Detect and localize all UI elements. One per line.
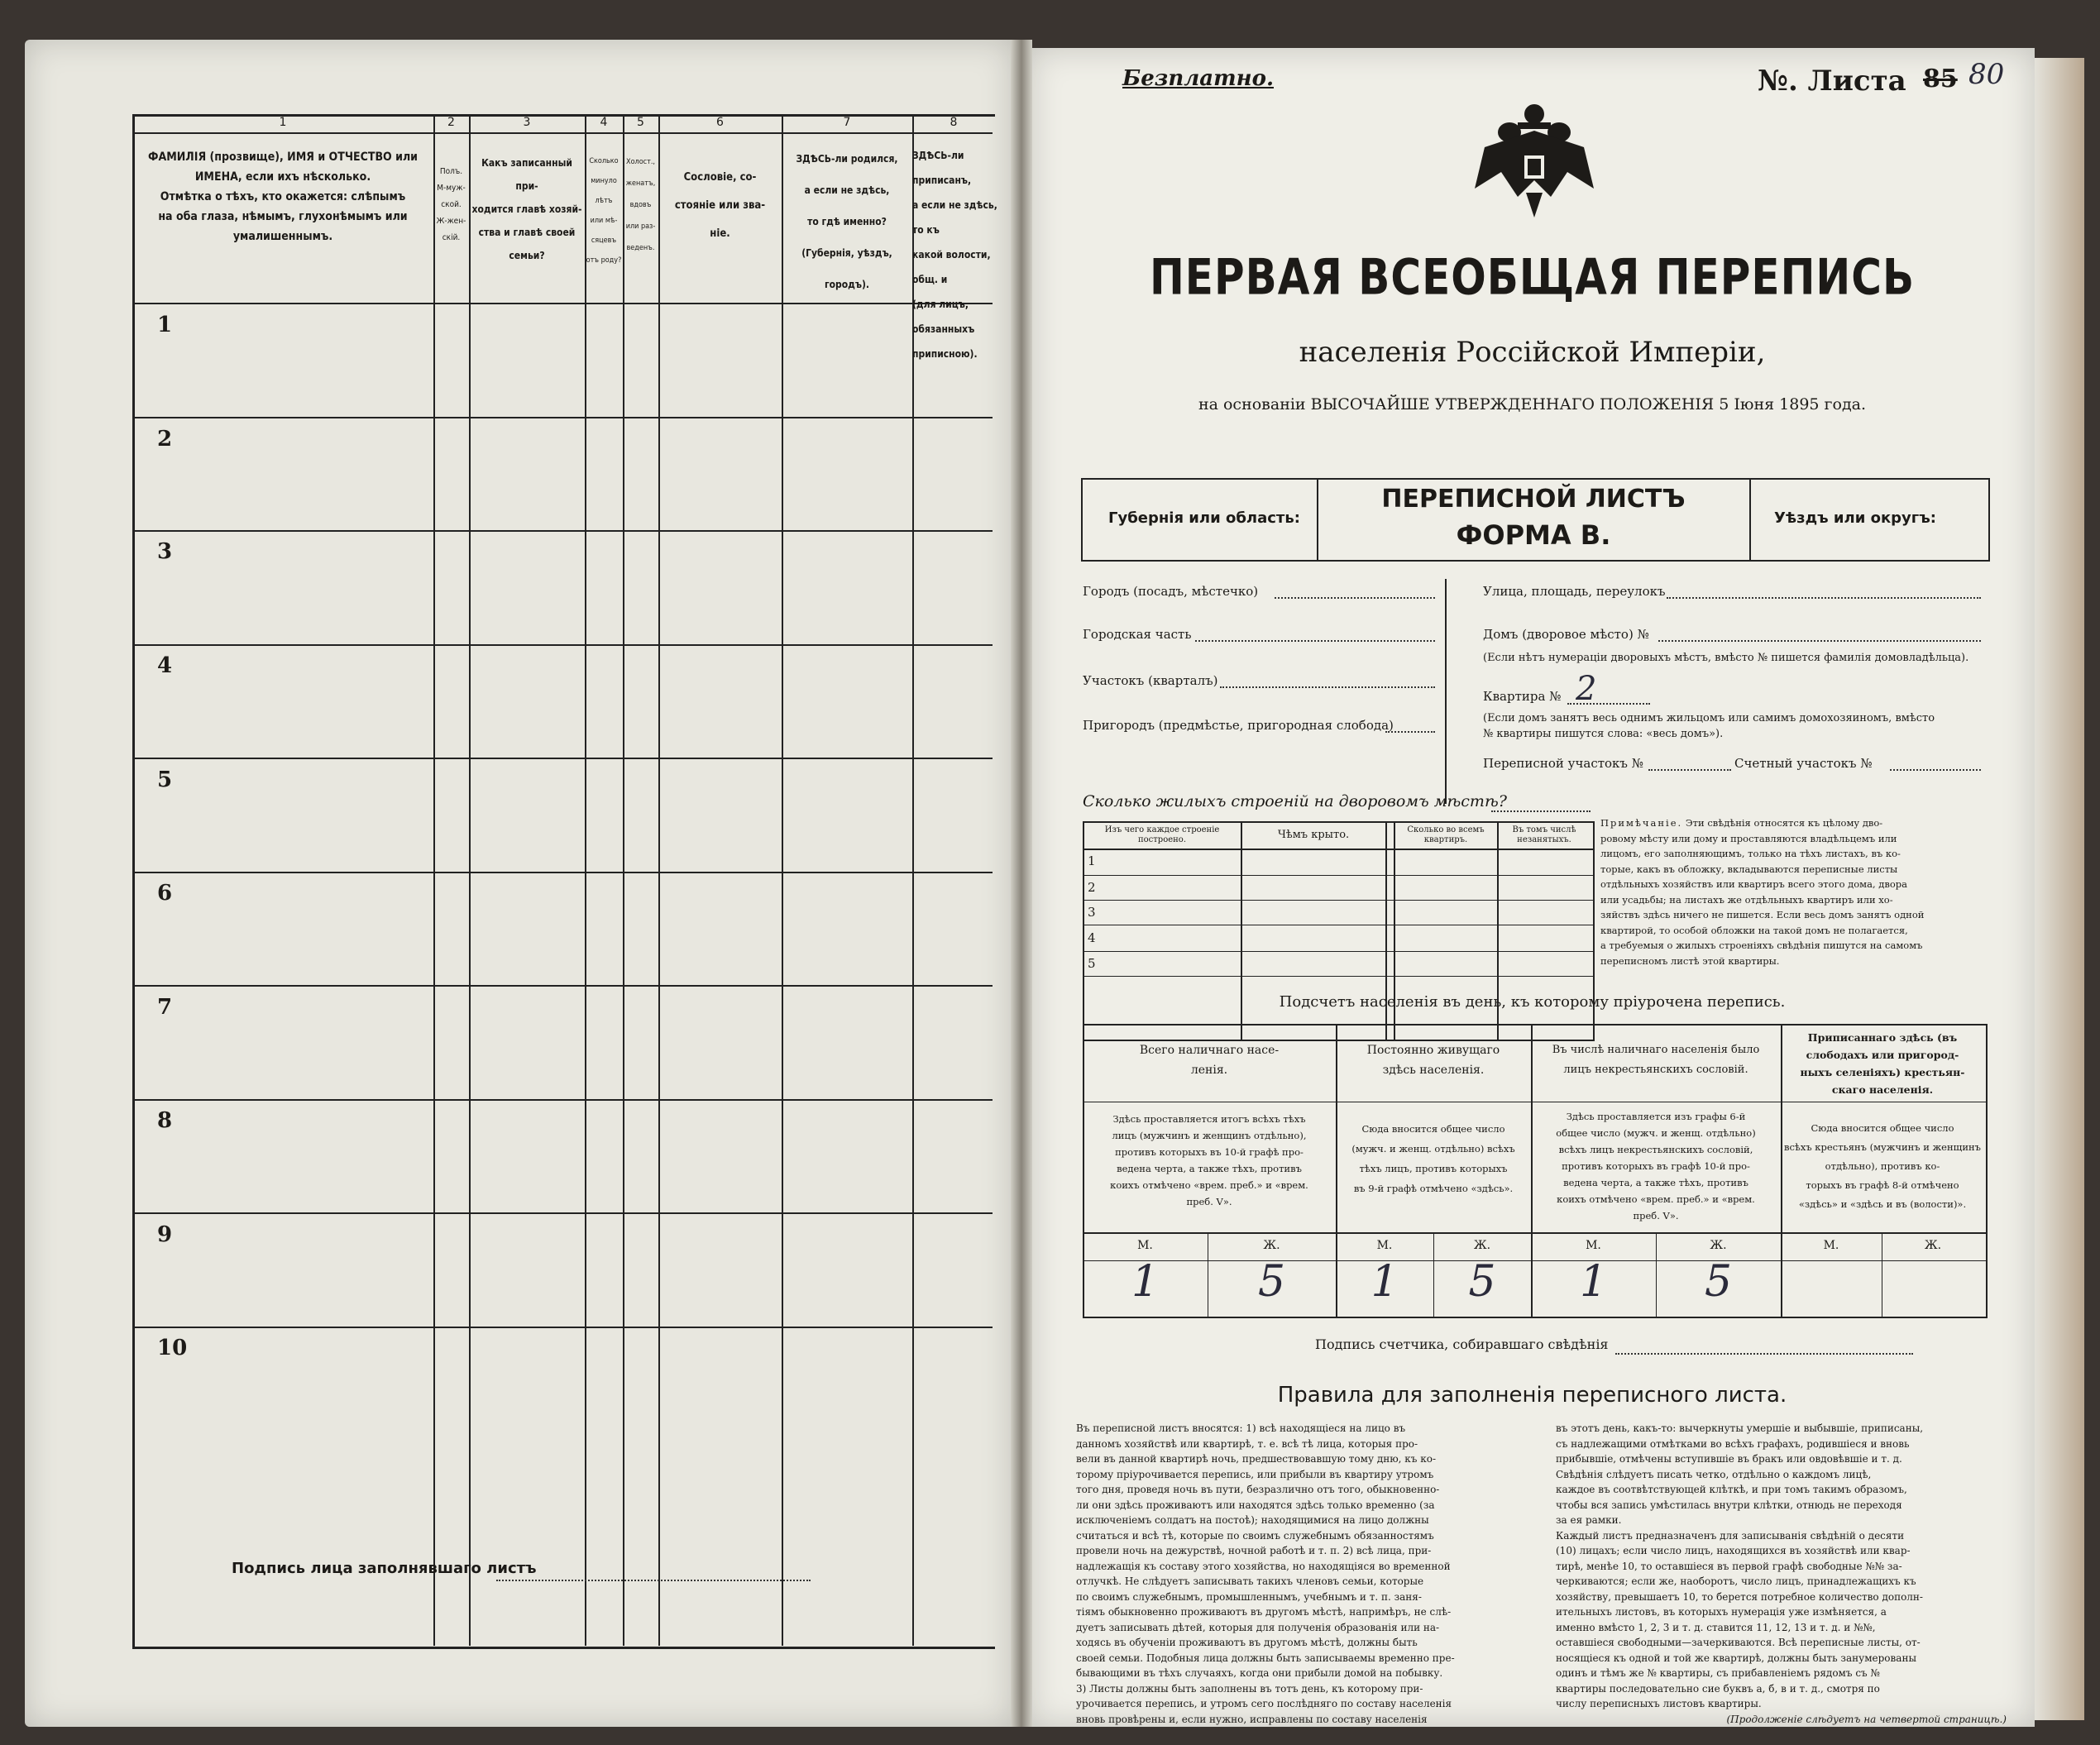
- male-label: М.: [1586, 1239, 1601, 1252]
- resident-male-value: 1: [1371, 1257, 1399, 1307]
- row-separator: [132, 644, 993, 646]
- resident-female-value: 5: [1468, 1257, 1496, 1307]
- house-label: Домъ (дворовое мѣсто) №: [1483, 627, 1649, 642]
- rules-right-column: въ этотъ день, какъ-то: вычеркнуты умершіе и выбывшіе, приписаны, съ надлежащими отмѣтками во всѣхъ графахъ, родившіеся и вновь прибывшіе, отмѣчены вступившіе въ бракъ или овдовѣвшіе и т. д. Свѣдѣнія слѣдуетъ писать четко, отдѣльно о каждомъ лицѣ, каждое въ соотвѣтствующей клѣткѣ, и при томъ такимъ образомъ, чтобы вся запись умѣстилась внутри клѣтки, отнюдь не переходя за ея рамки. Каждый листъ предназначенъ для записыванія свѣдѣній о десяти (10) лицахъ; если число лицъ, находящихся въ хозяйствѣ или квар- тирѣ, менѣе 10, то оставшіеся въ первой графѣ свободные №№ за- черкиваются; если же, наоборотъ, число лицъ, принадлежащихъ къ хозяйству, превышаетъ 10, то берется потребное количество дополн- ительныхъ листовъ, въ которыхъ нумерація уже измѣняется, а именно вмѣсто 1, 2, 3 и т. д. ставится 11, 12, 13 и т. д. и №№, оставшіеся свободными—зачеркиваются. Всѣ переписные листы, от- носящіеся къ одной и той же квартирѣ, должны быть занумерованы одинъ и тѣмъ же № квартиры, съ прибавленіемъ рядомъ съ № квартиры последовательно сие буквъ а, б, в и т. д., смотря по числу переписныхъ листовъ квартиры. (Продолженіе слѣдуетъ на четвертой страницѣ.): [1556, 1421, 2007, 1727]
- buildings-row: 5: [1088, 956, 1096, 971]
- male-label: М.: [1823, 1239, 1839, 1252]
- row-separator: [132, 1327, 993, 1328]
- row-number: 10: [157, 1336, 188, 1360]
- buildings-row: 4: [1088, 930, 1096, 945]
- row-number: 4: [157, 653, 173, 678]
- row-number: 8: [157, 1108, 173, 1133]
- sheet-number-crossed: 85: [1923, 65, 1958, 93]
- col-number: 7: [843, 116, 851, 129]
- header-estate: Сословіе, со- стояніе или зва- ніе.: [674, 171, 766, 240]
- header-marital: Холост., женатъ, вдовъ или раз- веденъ.: [625, 158, 656, 252]
- female-label: Ж.: [1924, 1239, 1942, 1252]
- buildings-note: Примѣчаніе. Эти свѣдѣнія относятся къ цѣлому дво- ровому мѣсту или дому и проставляются владѣльцемъ или лицомъ, его заполняющимъ, только на тѣхъ листахъ, въ ко- торые, какъ въ обложку, вкладываются переписные листы отдѣльныхъ хозяйствъ или квартиръ всего этого дома, двора или усадьбы; на листахъ же отдѣльныхъ квартиръ или хо- зяйствъ здѣсь ничего не пишется. Если весь домъ занятъ одной квартирой, то особой обложки на такой домъ не полагается, а требуемыя о жилыхъ строеніяхъ свѣдѣнія пишутся на самомъ переписномъ листѣ этой квартиры.: [1600, 817, 1925, 967]
- header-birthplace: ЗДѢСЬ-ли родился, а если не здѣсь, то гдѣ именно? (Губернія, уѣздъ, городъ).: [796, 153, 898, 290]
- row-separator: [132, 1099, 993, 1101]
- row-separator: [132, 1212, 993, 1214]
- header-name: ФАМИЛІЯ (прозвище), ИМЯ и ОТЧЕСТВО или ИМЕНА, если ихъ нѣсколько. Отмѣтка о тѣхъ, кто окажется: слѣпымъ на оба глаза, нѣмымъ, глухонѣмымъ или умалишеннымъ.: [147, 151, 419, 243]
- row-number: 3: [157, 539, 173, 564]
- header-registration: ЗДѢСЬ-ли приписанъ, а если не здѣсь, то къ какой волости, общ. и (для лицъ, обязанныхъ приписною).: [912, 150, 997, 360]
- tally-desc-nonpeasant: Здѣсь проставляется изъ графы 6-й общее число (мужч. и женщ. отдѣльно) всѣхъ лицъ некрестьянскихъ сословій, противъ которыхъ въ графѣ 10-й про- ведена черта, а также тѣхъ, противъ коихъ отмѣчено «врем. преб.» и «врем. преб. V».: [1556, 1111, 1756, 1222]
- header-sex: Полъ. М-муж- ской. Ж-жен- скій.: [436, 167, 466, 242]
- col-number: 4: [600, 116, 608, 129]
- row-number: 1: [157, 313, 173, 337]
- tally-title: Подсчетъ населенія въ день, къ которому пріурочена перепись.: [1279, 993, 1786, 1011]
- city-part-label: Городская часть: [1083, 627, 1192, 642]
- page-edges: [2035, 58, 2084, 1720]
- male-label: М.: [1376, 1239, 1393, 1252]
- row-separator: [132, 530, 993, 532]
- buildings-col-apartments: Сколько во всемъ квартиръ.: [1407, 825, 1485, 844]
- row-number: 7: [157, 995, 173, 1020]
- row-separator: [132, 758, 993, 759]
- counter-signature-label: Подпись счетчика, собиравшаго свѣдѣнія: [1315, 1336, 1609, 1352]
- tally-desc-peasant: Сюда вносится общее число всѣхъ крестьянъ (мужчинъ и женщинъ отдѣльно), противъ ко- торыхъ въ графѣ 8-й отмѣчено «здѣсь» и «здѣсь и въ (волости)».: [1783, 1122, 1981, 1210]
- house-note: (Если нѣтъ нумераціи дворовыхъ мѣстъ, вмѣсто № пишется фамилія домовладѣльца).: [1483, 652, 1969, 664]
- form-title: ПЕРЕПИСНОЙ ЛИСТЪ: [1381, 485, 1686, 514]
- row-number: 2: [157, 427, 173, 452]
- present-male-value: 1: [1131, 1257, 1160, 1307]
- female-label: Ж.: [1263, 1239, 1280, 1252]
- street-label: Улица, площадь, переулокъ: [1483, 584, 1666, 599]
- rules-continue: (Продолженіе слѣдуетъ на четвертой страницѣ.): [1726, 1713, 2007, 1725]
- col-number: 1: [279, 116, 287, 129]
- left-page: [25, 40, 1013, 1727]
- tally-head-nonpeasant: Въ числѣ наличнаго населенія было лицъ некрестьянскихъ сословій.: [1552, 1044, 1760, 1076]
- city-label: Городъ (посадъ, мѣстечко): [1083, 584, 1259, 599]
- apartment-note-2: № квартиры пишутся слова: «весь домъ»).: [1483, 728, 1724, 740]
- col-number: 6: [716, 116, 724, 129]
- apartment-note-1: (Если домъ занятъ весь однимъ жильцомъ или самимъ домохозяиномъ, вмѣсто: [1483, 712, 1935, 724]
- block-label: Участокъ (кварталъ): [1083, 673, 1218, 688]
- tally-head-peasant: Приписаннаго здѣсь (въ слободахъ или пригород- ныхъ селеніяхъ) крестьян- скаго населенія.: [1800, 1031, 1965, 1096]
- row-number: 6: [157, 881, 173, 906]
- buildings-col-material: Изъ чего каждое строеніе построено.: [1104, 825, 1220, 844]
- col-number: 2: [447, 116, 455, 129]
- nonpeasant-male-value: 1: [1579, 1257, 1608, 1307]
- signature-label: Подпись лица заполнявшаго листъ: [232, 1560, 537, 1577]
- page-subtitle: населенія Россійской Имперіи,: [1299, 336, 1766, 369]
- female-label: Ж.: [1710, 1239, 1727, 1252]
- sheet-number-handwritten: 80: [1968, 58, 2005, 91]
- row-separator: [132, 985, 993, 987]
- sheet-number-label: №. Листа: [1758, 65, 1906, 98]
- rules-title: Правила для заполненія переписного листа.: [1277, 1383, 1787, 1408]
- row-separator: [132, 417, 993, 418]
- row-number: 9: [157, 1222, 173, 1247]
- decree-basis: на основаніи ВЫСОЧАЙШЕ УТВЕРЖДЕННАГО ПОЛОЖЕНІЯ 5 Іюня 1895 года.: [1198, 395, 1867, 414]
- double-headed-eagle-icon: [1468, 98, 1600, 222]
- male-label: М.: [1137, 1239, 1153, 1252]
- census-table-frame: [132, 114, 995, 1649]
- header-relation: Какъ записанный при- ходится главѣ хозяй- ства и главѣ своей семьи?: [471, 157, 582, 261]
- suburb-label: Пригородъ (предмѣстье, пригородная слобода): [1083, 718, 1394, 733]
- row-separator: [132, 872, 993, 873]
- buildings-row: 2: [1088, 880, 1096, 895]
- col-number: 5: [637, 116, 644, 129]
- book-spine: [1011, 40, 1032, 1727]
- row-number: 5: [157, 767, 173, 792]
- right-page: [1030, 48, 2035, 1727]
- female-label: Ж.: [1473, 1239, 1491, 1252]
- nonpeasant-female-value: 5: [1704, 1257, 1733, 1307]
- col-number: 8: [950, 116, 958, 129]
- tally-head-present: Всего наличнаго насе- ленія.: [1139, 1044, 1280, 1077]
- tally-desc-resident: Сюда вносится общее число (мужч. и женщ. отдѣльно) всѣхъ тѣхъ лицъ, противъ которыхъ въ 9-й графѣ отмѣчено «здѣсь».: [1351, 1123, 1515, 1194]
- apartment-label: Квартира №: [1483, 689, 1562, 704]
- tally-desc-present: Здѣсь проставляется итогъ всѣхъ тѣхъ лицъ (мужчинъ и женщинъ отдѣльно), противъ которыхъ въ 10-й графѣ про- ведена черта, а также тѣхъ, противъ коихъ отмѣчено «врем. преб.» и «врем. преб. V».: [1110, 1113, 1308, 1207]
- rules-left-column: Въ переписной листъ вносятся: 1) всѣ находящіеся на лицо въ данномъ хозяйствѣ или квартирѣ, т. е. всѣ тѣ лица, которыя про- вели въ данной квартирѣ ночь, предшествовавшую тому дню, къ ко- торому пріурочивается перепись, или прибыли въ квартиру утромъ того дня, проведя ночь въ пути, безразлично отъ того, обыкновенно- ли они здѣсь проживаютъ или находятся здѣсь только временно (за исключеніемъ солдатъ на постоѣ); находящимися на лицо должны считаться и всѣ тѣ, которые по своимъ служебнымъ обязанностямъ провели ночь на дежурствѣ, ночной работѣ и т. п. 2) всѣ лица, при- надлежащія къ составу этого хозяйства, но находящіяся во временной отлучкѣ. Не слѣдуетъ записывать такихъ членовъ семьи, которые по своимъ служебнымъ, промышленнымъ, учебнымъ и т. п. заня- тіямъ обыкновенно проживаютъ въ другомъ мѣстѣ, напримѣръ, не слѣ- дуетъ записывать дѣтей, которыя для полученія образованія или на- ходясь въ обученіи проживаютъ въ другомъ мѣстѣ, должны быть своей семьи. Подобныя лица должны быть записываемы временно пре- бывающими въ тѣхъ случаяхъ, когда они прибыли домой на побывку. 3) Листы должны быть заполнены въ тотъ день, къ которому при- урочивается перепись, и утромъ сего послѣдняго по составу населенія вновь провѣрены и, если нужно, исправлены по составу населенія: [1076, 1422, 1455, 1725]
- buildings-question: Сколько жилыхъ строеній на дворовомъ мѣстѣ?: [1083, 792, 1507, 810]
- present-female-value: 5: [1257, 1257, 1286, 1307]
- header-age: Сколько минуло лѣтъ или мѣ- сяцевъ отъ роду?: [586, 157, 622, 265]
- tally-head-resident: Постоянно живущаго здѣсь населенія.: [1366, 1044, 1500, 1077]
- district-label: Уѣздъ или округъ:: [1774, 509, 1936, 527]
- col-number: 3: [523, 116, 531, 129]
- buildings-col-roof: Чѣмъ крыто.: [1277, 829, 1350, 841]
- buildings-col-vacant: Въ томъ числѣ незанятыхъ.: [1512, 825, 1576, 844]
- count-precinct-label: Счетный участокъ №: [1734, 756, 1873, 771]
- province-label: Губернія или область:: [1108, 509, 1300, 527]
- buildings-row: 1: [1088, 853, 1096, 868]
- free-label: Безплатно.: [1122, 66, 1274, 91]
- page-title: ПЕРВАЯ ВСЕОБЩАЯ ПЕРЕПИСЬ: [1149, 248, 1916, 306]
- precinct-label: Переписной участокъ №: [1483, 756, 1643, 771]
- form-subtitle: ФОРМА В.: [1456, 519, 1611, 551]
- buildings-row: 3: [1088, 905, 1096, 920]
- apartment-value: 2: [1576, 670, 1597, 708]
